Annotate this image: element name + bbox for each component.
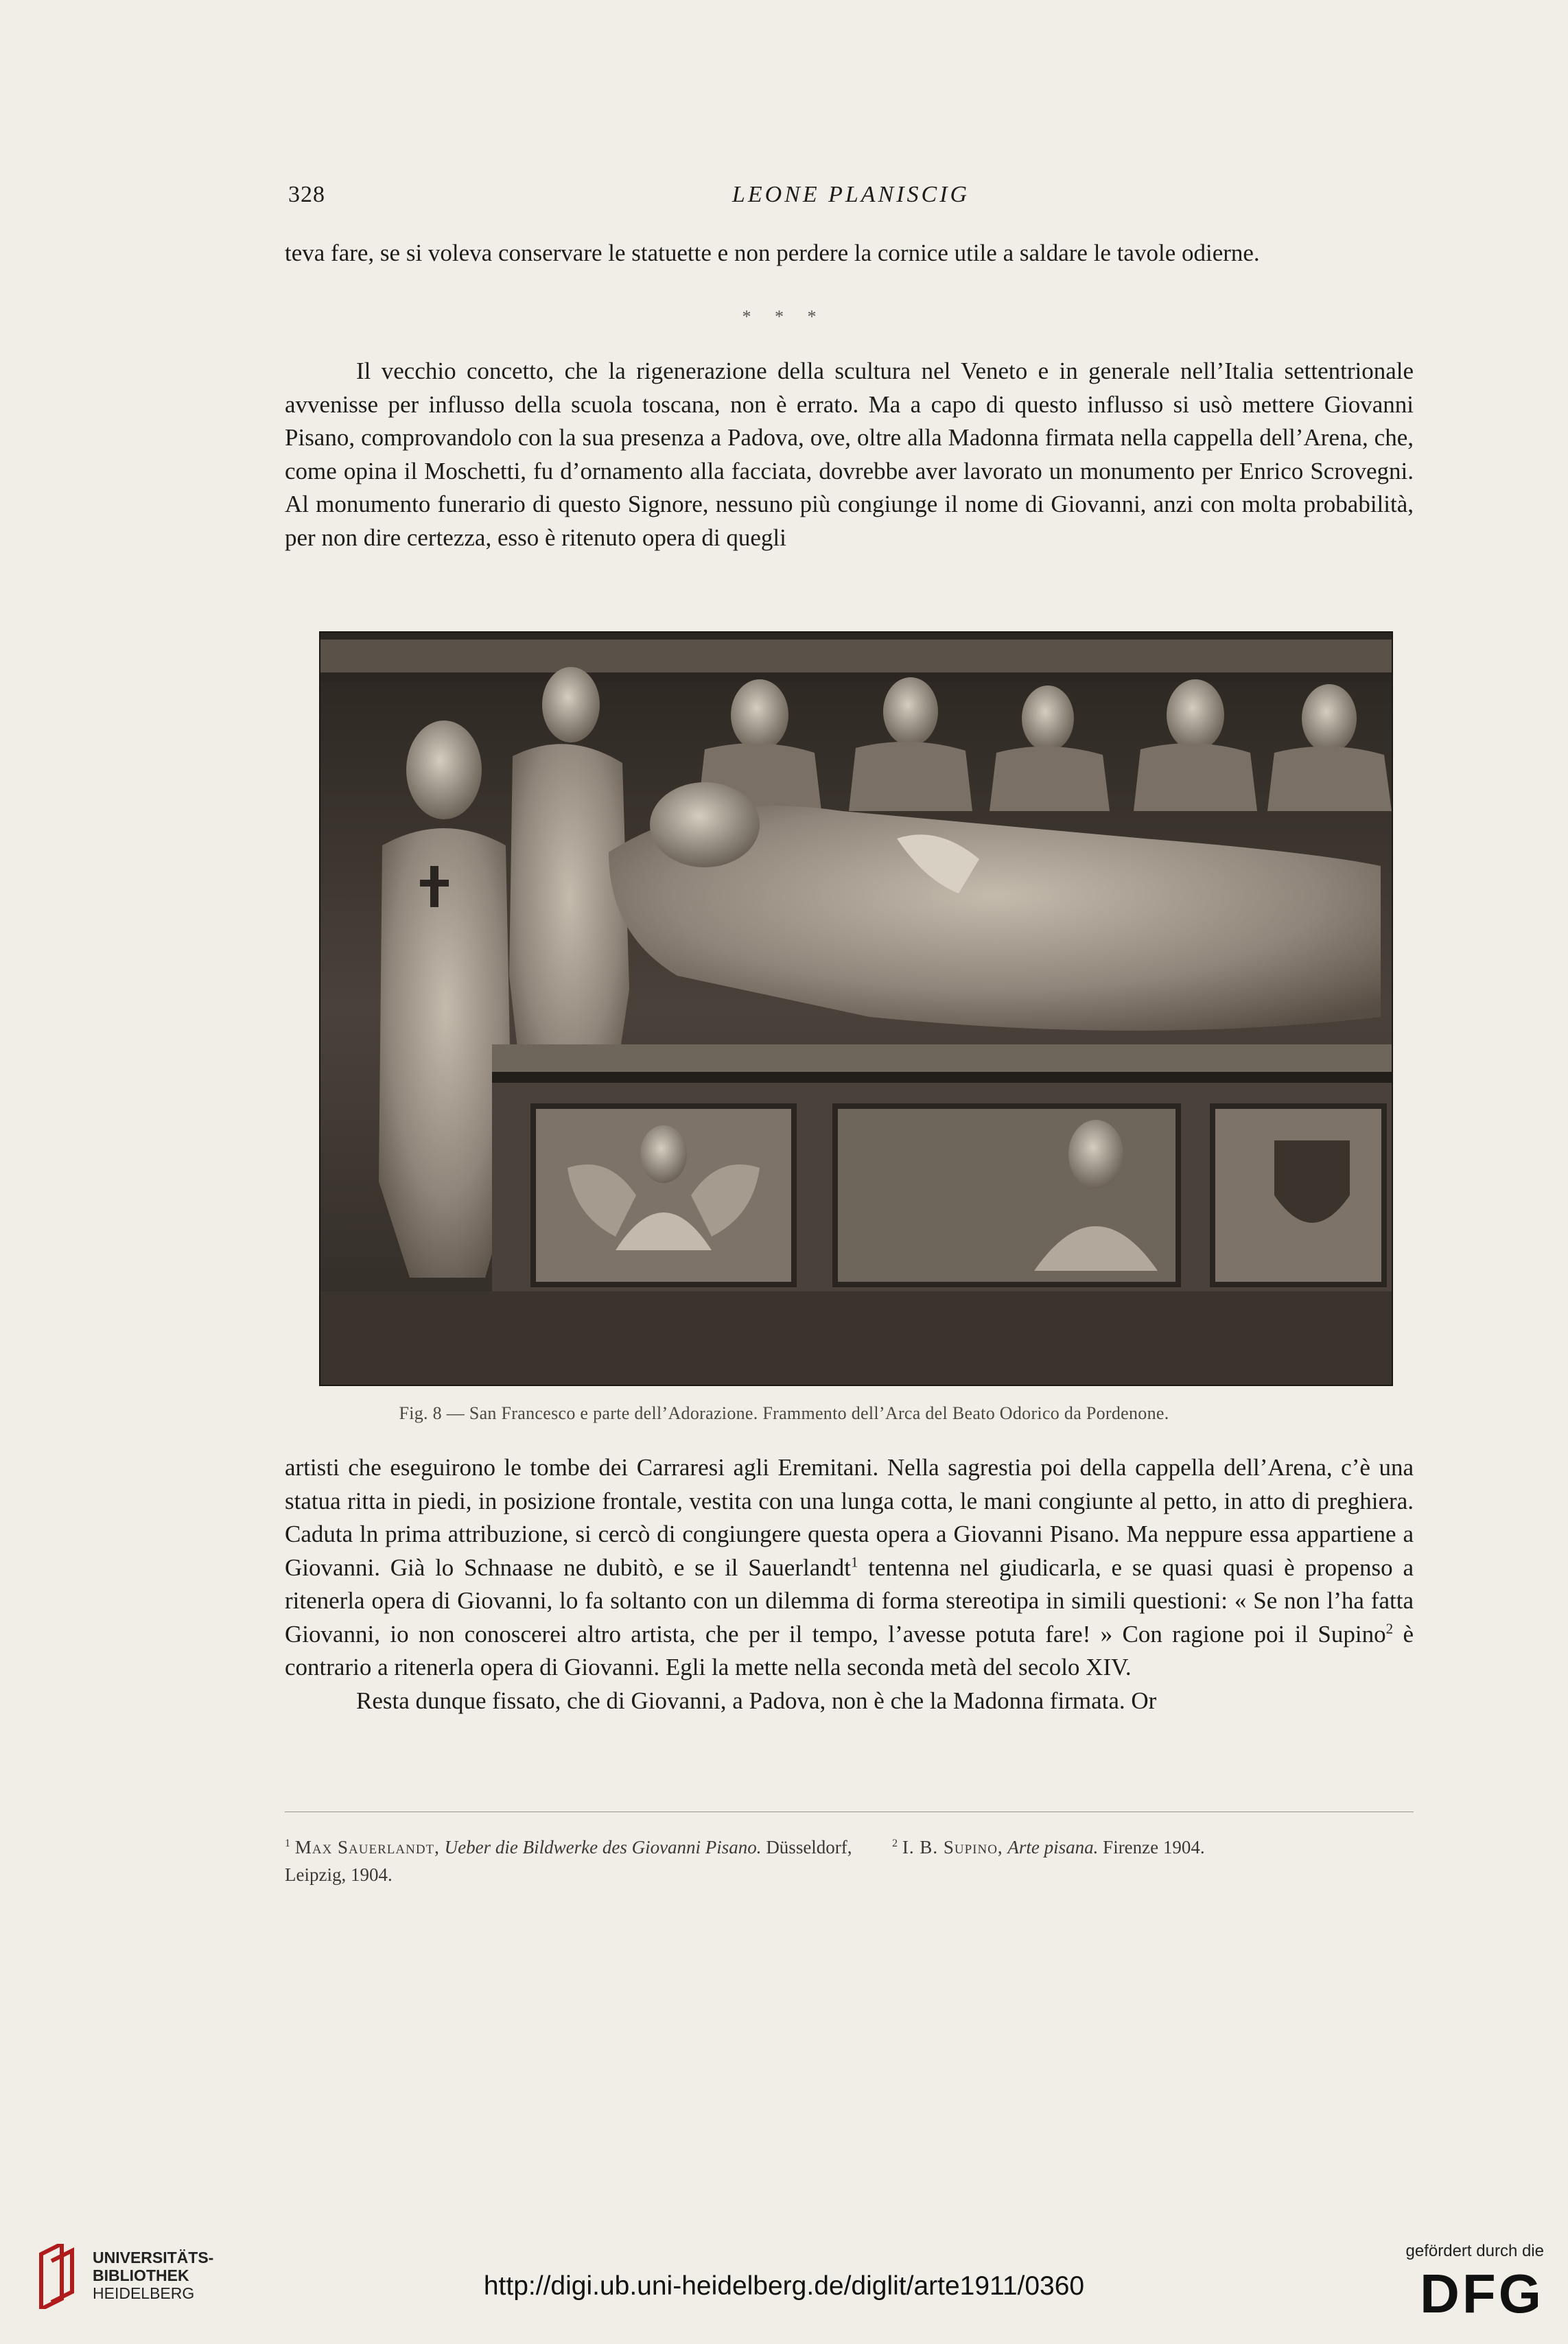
relief-sculpture-image <box>320 633 1392 1385</box>
paragraph-after-text <box>285 1451 1414 1685</box>
page-number: 328 <box>288 182 325 207</box>
digitization-footer <box>0 2220 1568 2344</box>
paragraph-after-figure <box>285 1451 1414 1718</box>
footnote-2-rest: Firenze 1904. <box>1103 1837 1205 1857</box>
footnote-1-mark: 1 <box>285 1837 291 1849</box>
footnote-2 <box>892 1833 1414 1861</box>
library-line-1: UNIVERSITÄTS- <box>93 2249 214 2266</box>
paragraph-top-text: teva fare, se si voleva conservare le statuette e non perdere la cornice utile a saldare le tavole odierne. <box>285 239 1260 266</box>
footnote-2-author: I. B. Supino, <box>902 1837 1003 1857</box>
paragraph-intro <box>285 355 1414 554</box>
paragraph-after-part1: artisti che eseguirono le tombe dei Carraresi agli Eremitani. Nella sagrestia poi della cappella dell’Arena, c’è una statua ritta in piedi, in posizione frontale, vestita con una lunga cotta, le mani congiunte al petto, in atto di preghiera. Caduta ln prima attribuzione, si cercò di congiungere questa opera a Giovanni Pisano. Ma neppure essa appartiene a Giovanni. Già lo Schnaase ne dubitò, e se il Sauerlandt <box>285 1454 1414 1581</box>
running-title: LEONE PLANISCIG <box>732 182 970 207</box>
footnote-2-title: Arte pisana. <box>1007 1837 1099 1857</box>
figure-8-photograph <box>319 631 1393 1386</box>
paragraph-after-part3: è contrario a ritenerla opera di Giovanni. Egli la mette nella seconda metà del secolo XIV. <box>285 1620 1414 1680</box>
section-separator: * * * <box>742 307 826 327</box>
paragraph-top <box>285 237 1414 270</box>
paragraph-after-part2: tentenna nel giudicarla, e se quasi quasi è propenso a ritenerla opera di Giovanni, lo fa soltanto con un dilemma di forma stereotipa in simili questioni: « Se non l’ha fatta Giovanni, io non conoscerei altro artista, che per il tempo, l’avesse potuta fare! » Con ragione poi il Supino <box>285 1554 1414 1648</box>
library-line-3: HEIDELBERG <box>93 2284 195 2302</box>
page-header <box>288 182 1414 216</box>
footnote-1 <box>285 1833 854 1888</box>
footnote-1-author: Max Sauerlandt, <box>294 1837 440 1857</box>
footnote-2-mark: 2 <box>892 1837 898 1849</box>
figure-caption: Fig. 8 — San Francesco e parte dell’Adorazione. Frammento dell’Arca del Beato Odorico da Pordenone. <box>399 1403 1169 1423</box>
footnote-1-title: Ueber die Bildwerke des Giovanni Pisano. <box>444 1837 762 1857</box>
footnote-ref-2: 2 <box>1385 1619 1394 1637</box>
paragraph-intro-text: Il vecchio concetto, che la rigenerazione della scultura nel Veneto e in generale nell’Italia settentrionale avvenisse per influsso della scuola toscana, non è errato. Ma a capo di questo influsso si usò mettere Giovanni Pisano, comprovandolo con la sua presenza a Padova, ove, oltre alla Madonna firmata nella cappella dell’Arena, che, come opina il Moschetti, fu d’ornamento alla facciata, dovrebbe aver lavorato un monumento per Enrico Scrovegni. Al monumento funerario di questo Signore, nessuno più congiunge il nome di Giovanni, anzi con molta probabilità, per non dire certezza, esso è ritenuto opera di quegli <box>285 358 1414 551</box>
footnote-ref-1: 1 <box>850 1553 858 1570</box>
sponsor-label: gefördert durch die <box>1405 2242 1544 2260</box>
paragraph-final-text: Resta dunque fissato, che di Giovanni, a Padova, non è che la Madonna firmata. Or <box>356 1687 1157 1714</box>
library-line-2: BIBLIOTHEK <box>93 2266 189 2284</box>
dfg-logo: DFG <box>1420 2263 1544 2324</box>
permalink-url[interactable]: http://digi.ub.uni-heidelberg.de/diglit/arte1911/0360 <box>483 2271 1085 2301</box>
footnote-1-rest: Düsseldorf, Leipzig, 1904. <box>285 1837 852 1885</box>
